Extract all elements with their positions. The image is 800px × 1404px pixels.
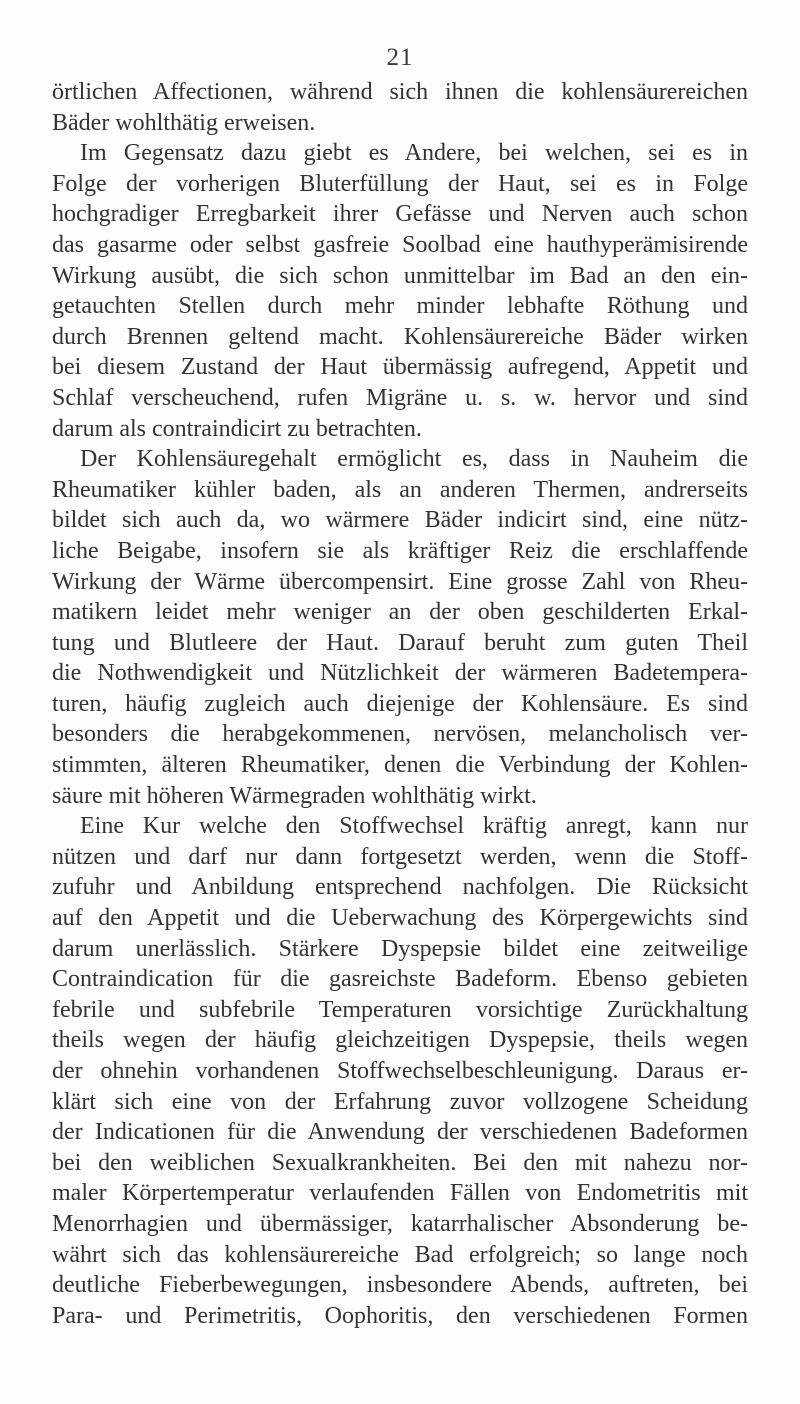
text-line: hochgradiger Erregbarkeit ihrer Gefässe und Nerven auch schon	[52, 201, 748, 228]
text-line: bei diesem Zustand der Haut übermässig aufregend, Appetit und	[52, 354, 748, 381]
text-line: besonders die herabgekommenen, nervösen, melancholisch ver-	[52, 721, 748, 748]
text-line: Schlaf verscheuchend, rufen Migräne u. s. w. hervor und sind	[52, 384, 748, 411]
text-line: bei den weiblichen Sexualkrankheiten. Bei den mit nahezu nor-	[52, 1149, 748, 1176]
text-line: Wirkung ausübt, die sich schon unmittelbar im Bad an den ein-	[52, 262, 748, 289]
text-line: Menorrhagien und übermässiger, katarrhalischer Absonderung be-	[52, 1210, 748, 1237]
text-line: deutliche Fieberbewegungen, insbesondere Abends, auftreten, bei	[52, 1272, 748, 1299]
text-line: matikern leidet mehr weniger an der oben geschilderten Erkal-	[52, 599, 748, 626]
text-line: tung und Blutleere der Haut. Darauf beruht zum guten Theil	[52, 629, 748, 656]
text-line: nützen und darf nur dann fortgesetzt werden, wenn die Stoff-	[52, 843, 748, 870]
text-line: bildet sich auch da, wo wärmere Bäder indicirt sind, eine nütz-	[52, 507, 748, 534]
text-line: der Indicationen für die Anwendung der verschiedenen Badeformen	[52, 1119, 748, 1146]
text-line: Bäder wohlthätig erweisen.	[52, 109, 316, 136]
text-line: febrile und subfebrile Temperaturen vorsichtige Zurückhaltung	[52, 996, 748, 1023]
text-line: örtlichen Affectionen, während sich ihnen die kohlensäurereichen	[52, 79, 748, 105]
text-line: getauchten Stellen durch mehr minder lebhafte Röthung und	[52, 293, 748, 320]
text-line: turen, häufig zugleich auch diejenige der Kohlensäure. Es sind	[52, 690, 748, 717]
text-line: säure mit höheren Wärmegraden wohlthätig wirkt.	[52, 782, 537, 809]
text-line: Contraindication für die gasreichste Badeform. Ebenso gebieten	[52, 966, 748, 993]
page-number: 21	[386, 44, 414, 71]
text-line: stimmten, älteren Rheumatiker, denen die Verbindung der Kohlen-	[52, 752, 748, 779]
text-line: darum unerlässlich. Stärkere Dyspepsie bildet eine zeitweilige	[52, 935, 748, 962]
text-line: Folge der vorherigen Bluterfüllung der Haut, sei es in Folge	[52, 170, 748, 197]
text-line: zufuhr und Anbildung entsprechend nachfolgen. Die Rücksicht	[52, 874, 748, 901]
text-line: darum als contraindicirt zu betrachten.	[52, 415, 422, 442]
text-line: Im Gegensatz dazu giebt es Andere, bei welchen, sei es in	[80, 140, 748, 167]
text-line: maler Körpertemperatur verlaufenden Fällen von Endometritis mit	[52, 1180, 748, 1207]
text-line: auf den Appetit und die Ueberwachung des Körpergewichts sind	[52, 905, 748, 932]
text-line: die Nothwendigkeit und Nützlichkeit der wärmeren Badetempera-	[52, 660, 748, 687]
text-line: währt sich das kohlensäurereiche Bad erfolgreich; so lange noch	[52, 1241, 748, 1268]
text-line: das gasarme oder selbst gasfreie Soolbad eine hauthyperämisirende	[52, 231, 748, 258]
text-line: Der Kohlensäuregehalt ermöglicht es, dass in Nauheim die	[80, 446, 748, 473]
text-line: klärt sich eine von der Erfahrung zuvor vollzogene Scheidung	[52, 1088, 748, 1115]
text-line: der ohnehin vorhandenen Stoffwechselbeschleunigung. Daraus er-	[52, 1058, 748, 1084]
text-line: durch Brennen geltend macht. Kohlensäurereiche Bäder wirken	[52, 323, 748, 350]
body-text	[52, 77, 748, 1331]
text-line: theils wegen der häufig gleichzeitigen Dyspepsie, theils wegen	[52, 1027, 748, 1054]
text-line: liche Beigabe, insofern sie als kräftiger Reiz die erschlaffende	[52, 537, 748, 564]
text-line: Wirkung der Wärme übercompensirt. Eine grosse Zahl von Rheu-	[52, 568, 748, 595]
text-line: Eine Kur welche den Stoffwechsel kräftig anregt, kann nur	[80, 813, 748, 840]
text-line: Rheumatiker kühler baden, als an anderen Thermen, andrerseits	[52, 476, 748, 503]
text-line: Para- und Perimetritis, Oophoritis, den verschiedenen Formen	[52, 1302, 748, 1329]
